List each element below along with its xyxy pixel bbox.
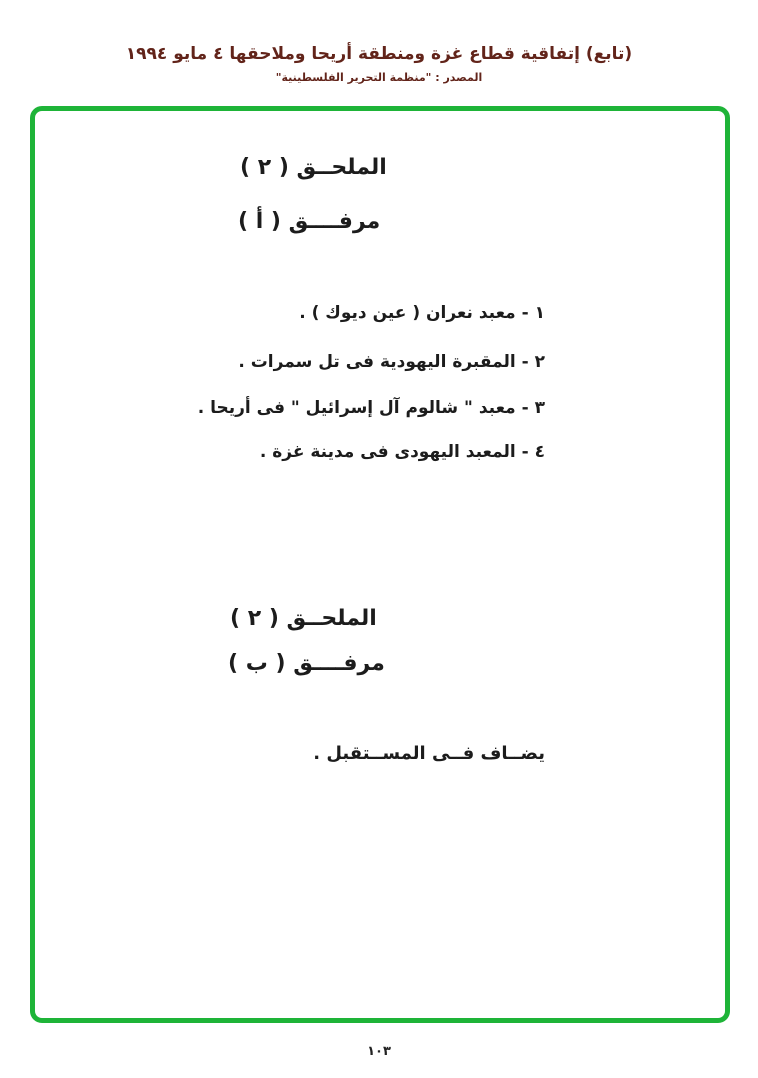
annex-a-title: الملحــق ( ٢ ) [240,155,387,180]
annex-b-title: الملحــق ( ٢ ) [230,606,377,631]
content-border-box [30,106,730,1023]
annex-a-subtitle: مرفــــق ( أ ) [238,209,381,234]
list-item-holy-site-4: ٤ - المعبد اليهودى فى مدينة غزة . [259,442,545,462]
list-item-holy-site-2: ٢ - المقبرة اليهودية فى تل سمرات . [238,352,545,372]
header-source: المصدر : "منظمة التحرير الفلسطينية" [275,71,483,84]
annex-b-subtitle: مرفــــق ( ب ) [228,651,385,676]
page-number: ١٠٣ [367,1044,391,1059]
document-header [0,44,758,84]
list-item-holy-site-3: ٣ - معبد " شالوم آل إسرائيل " فى أريحا . [197,398,545,418]
list-item-holy-site-1: ١ - معبد نعران ( عين ديوك ) . [299,303,545,323]
future-addition-note: يضــاف فــى المســتقبل . [313,743,545,764]
header-title: (تابع) إتفاقية قطاع غزة ومنطقة أريحا وملاحقها ٤ مايو ١٩٩٤ [125,44,633,64]
